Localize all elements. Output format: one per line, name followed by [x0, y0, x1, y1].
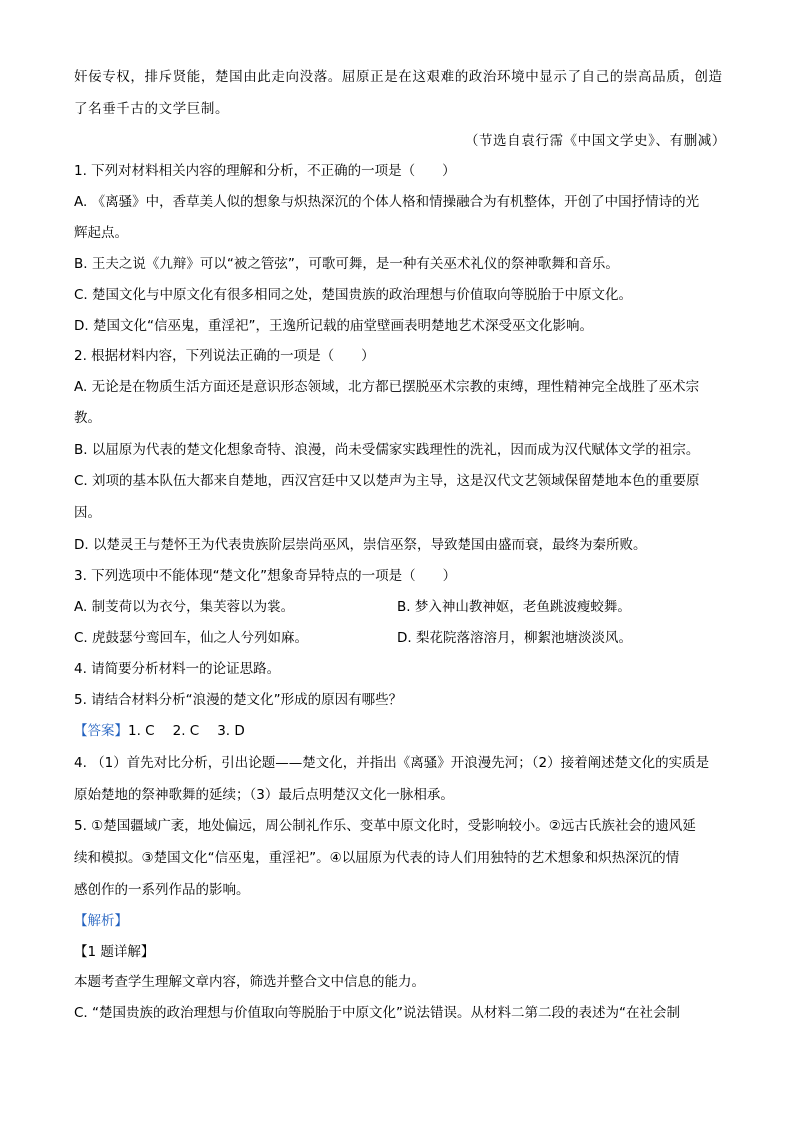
passage-line-1: 奸佞专权，排斥贤能，楚国由此走向没落。屈原正是在这艰难的政治环境中显示了自己的崇高品质，创造 — [74, 69, 723, 85]
q1-option-d: D. 楚国文化“信巫鬼，重淫祀”，王逸所记载的庙堂壁画表明楚地艺术深受巫文化影响。 — [74, 318, 593, 334]
q2-option-a-line-2: 教。 — [74, 410, 101, 426]
answer-1: 1. C — [128, 723, 155, 739]
q1-option-c: C. 楚国文化与中原文化有很多相同之处，楚国贵族的政治理想与价值取向等脱胎于中原文化。 — [74, 287, 633, 303]
answer-q5-line-3: 感创作的一系列作品的影响。 — [74, 882, 250, 898]
q2-stem: 2. 根据材料内容，下列说法正确的一项是（ ） — [74, 348, 375, 364]
analysis-label: 【解析】 — [74, 913, 128, 929]
answer-label: 【答案】 — [74, 723, 128, 739]
q1-stem: 1. 下列对材料相关内容的理解和分析，不正确的一项是（ ） — [74, 163, 456, 179]
analysis-option-c: C. “楚国贵族的政治理想与价值取向等脱胎于中原文化”说法错误。从材料二第二段的表述为“在社会制 — [74, 1005, 680, 1021]
answer-q4-line-2: 原始楚地的祭神歌舞的延续；（3）最后点明楚汉文化一脉相承。 — [74, 787, 454, 803]
passage-source: （节选自袁行霈《中国文学史》、有删减） — [464, 133, 726, 149]
q3-option-a: A. 制芰荷以为衣兮，集芙蓉以为裳。 — [74, 599, 295, 615]
answer-line — [74, 721, 724, 741]
q2-option-b: B. 以屈原为代表的楚文化想象奇特、浪漫，尚未受儒家实践理性的洗礼，因而成为汉代赋体文学的祖宗。 — [74, 442, 700, 458]
answer-q5-line-1: 5. ①楚国疆域广袤，地处偏远，周公制礼作乐、变革中原文化时，受影响较小。②远古氏族社会的遗风延 — [74, 818, 696, 834]
q3-option-b: B. 梦入神山教神妪，老鱼跳波瘦蛟舞。 — [397, 599, 631, 615]
analysis-sub-label: 【1 题详解】 — [74, 944, 155, 960]
q2-option-c-line-2: 因。 — [74, 505, 101, 521]
q3-option-c: C. 虎鼓瑟兮鸾回车，仙之人兮列如麻。 — [74, 630, 309, 646]
analysis-intro: 本题考查学生理解文章内容，筛选并整合文中信息的能力。 — [74, 974, 425, 990]
q4-stem: 4. 请简要分析材料一的论证思路。 — [74, 661, 281, 677]
q1-option-a-line-2: 辉起点。 — [74, 225, 128, 241]
q3-option-d: D. 梨花院落溶溶月，柳絮池塘淡淡风。 — [397, 630, 632, 646]
q2-option-a-line-1: A. 无论是在物质生活方面还是意识形态领域，北方都已摆脱巫术宗教的束缚，理性精神完全战胜了巫术宗 — [74, 379, 700, 395]
q1-option-a-line-1: A. 《离骚》中，香草美人似的想象与炽热深沉的个体人格和情操融合为有机整体，开创了中国抒情诗的光 — [74, 194, 700, 210]
answer-q4-line-1: 4. （1）首先对比分析，引出论题——楚文化，并指出《离骚》开浪漫先河；（2）接着阐述楚文化的实质是 — [74, 755, 710, 771]
answer-2: 2. C — [172, 723, 200, 739]
q1-option-b: B. 王夫之说《九辩》可以“被之管弦”，可歌可舞，是一种有关巫术礼仪的祭神歌舞和音乐。 — [74, 256, 619, 272]
answer-3: 3. D — [217, 723, 245, 739]
q2-option-d: D. 以楚灵王与楚怀王为代表贵族阶层崇尚巫风，崇信巫祭，导致楚国由盛而衰，最终为秦所败。 — [74, 537, 647, 553]
q2-option-c-line-1: C. 刘项的基本队伍大都来自楚地，西汉宫廷中又以楚声为主导，这是汉代文艺领域保留楚地本色的重要原 — [74, 473, 700, 489]
passage-line-2: 了名垂千古的文学巨制。 — [74, 101, 230, 117]
q5-stem: 5. 请结合材料分析“浪漫的楚文化”形成的原因有哪些？ — [74, 692, 403, 708]
q3-stem: 3. 下列选项中不能体现“楚文化”想象奇异特点的一项是（ ） — [74, 568, 457, 584]
answer-q5-line-2: 续和模拟。③楚国文化“信巫鬼，重淫祀”。④以屈原为代表的诗人们用独特的艺术想象和炽热深沉的情 — [74, 850, 680, 866]
